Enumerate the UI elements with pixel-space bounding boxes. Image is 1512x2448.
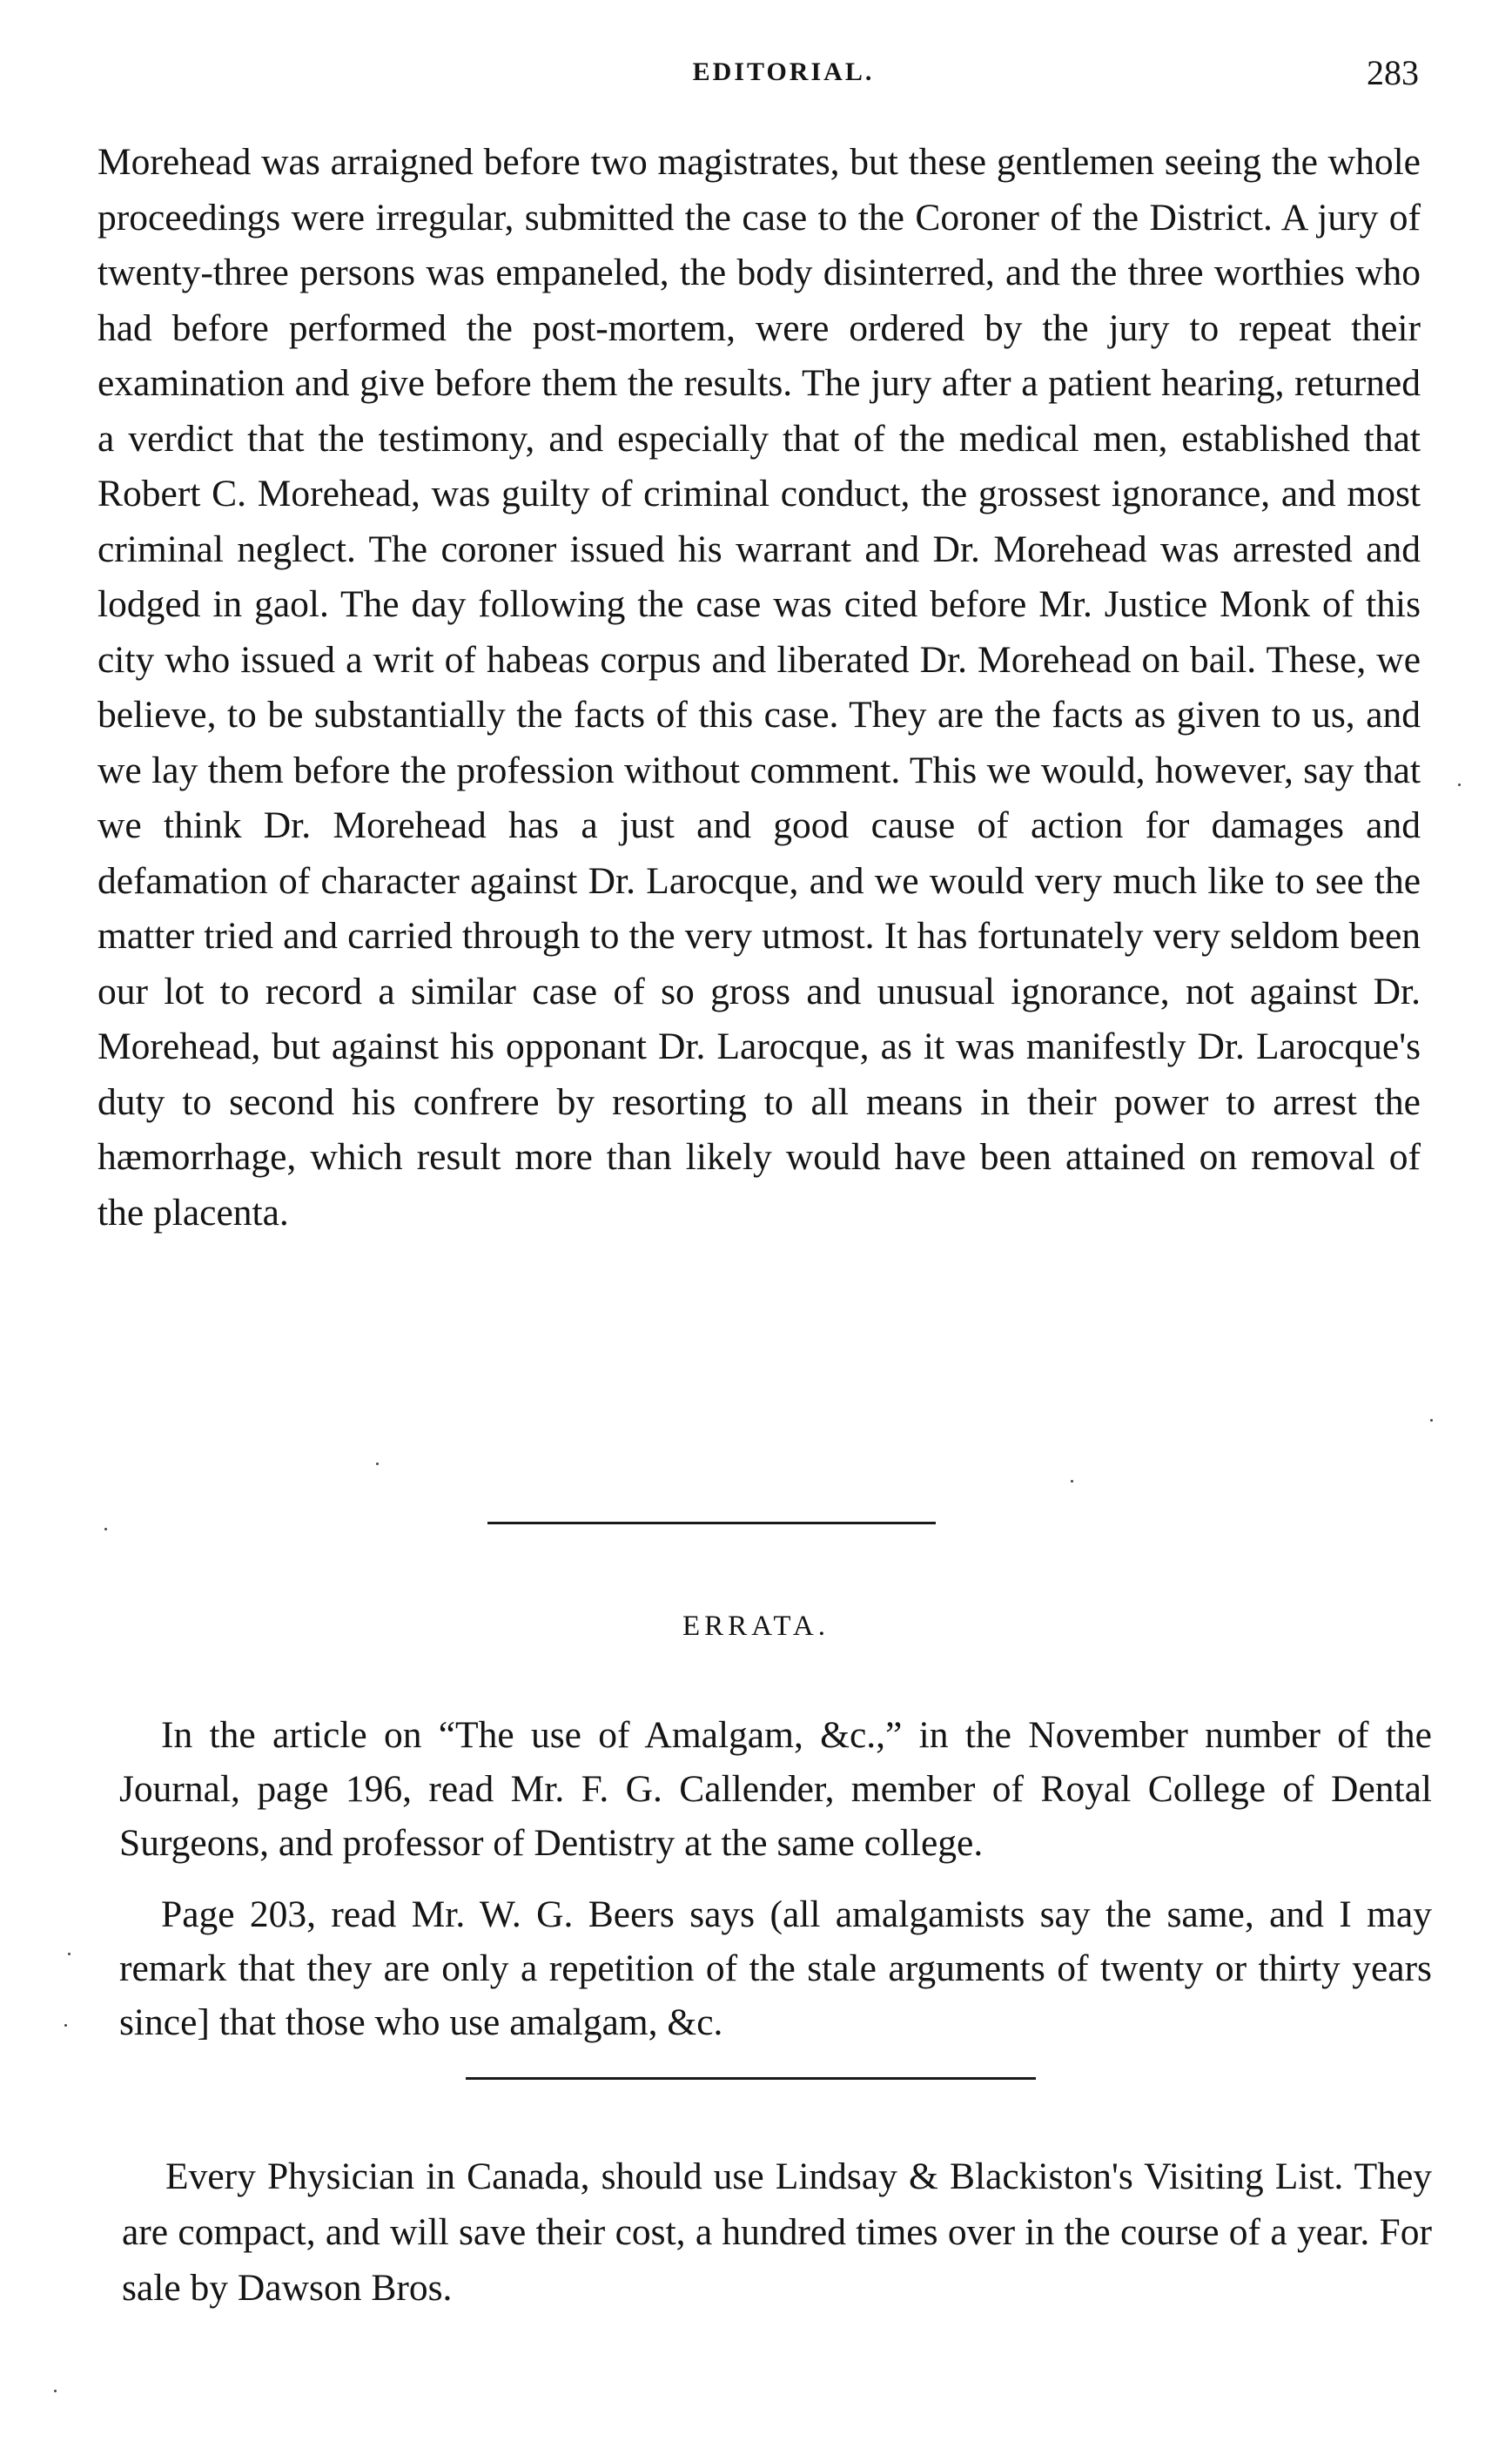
notice-text: Every Physician in Canada, should use Lindsay & Blackiston's Visiting List. They are compact, and will save their cost, a hundred times over in the course of a year. For sale by Dawson Bros. xyxy=(122,2155,1432,2309)
errata-item-page-203: Page 203, read Mr. W. G. Beers says (all amalgamists say the same, and I may remark that they are only a repetition of the stale arguments of twenty or thirty years since] that those who use amalgam, &c. xyxy=(119,1893,1432,2043)
section-divider-notice xyxy=(466,2077,1036,2080)
scan-speck xyxy=(1071,1480,1073,1483)
editorial-section xyxy=(97,135,1421,1241)
visiting-list-notice xyxy=(122,2149,1432,2316)
scan-speck xyxy=(1458,783,1461,786)
running-head xyxy=(96,53,1419,110)
scan-speck xyxy=(64,2024,67,2027)
scan-speck xyxy=(104,1528,107,1530)
scan-speck xyxy=(54,2390,57,2392)
scan-speck xyxy=(68,1953,71,1955)
section-divider xyxy=(487,1522,936,1524)
errata-item-amalgam: In the article on “The use of Amalgam, &c.,” in the November number of the Journal, page 196, read Mr. F. G. Callender, member of Royal College of Dental Surgeons, and professor of Dentistry at the same college. xyxy=(119,1714,1432,1864)
page-number: 283 xyxy=(1367,53,1419,92)
scan-speck xyxy=(376,1463,379,1465)
errata-heading: ERRATA. xyxy=(682,1611,830,1642)
scan-speck xyxy=(1430,1419,1433,1422)
errata-section xyxy=(119,1708,1432,2067)
editorial-paragraph: Morehead was arraigned before two magistrates, but these gentlemen seeing the whole proceedings were irregular, submitted the case to the Coroner of the District. A jury of twenty-three persons was empaneled, the body disinterred, and the three worthies who had before performed the post-mortem, were ordered by the jury to repeat their examination and give before them the results. The jury after a patient hearing, returned a verdict that the testimony, and especially that of the medical men, established that Robert C. Morehead, was guilty of criminal conduct, the grossest ignorance, and most criminal neglect. The coroner issued his warrant and Dr. Morehead was arrested and lodged in gaol. The day following the case was cited before Mr. Justice Monk of this city who issued a writ of habeas corpus and liberated Dr. Morehead on bail. These, we believe, to be substantially the facts of this case. They are the facts as given to us, and we lay them before the profession without comment. This we would, however, say that we think Dr. Morehead has a just and good cause of action for damages and defamation of character against Dr. Larocque, and we would very much like to see the matter tried and carried through to the very utmost. It has fortunately very seldom been our lot to record a similar case of so gross and unusual ignorance, not against Dr. Morehead, but against his opponant Dr. Larocque, as it was manifestly Dr. Larocque's duty to second his confrere by resorting to all means in their power to arrest the hæmorrhage, which result more than likely would have been attained on removal of the placenta. xyxy=(97,141,1421,1234)
running-title: EDITORIAL. xyxy=(692,57,875,86)
